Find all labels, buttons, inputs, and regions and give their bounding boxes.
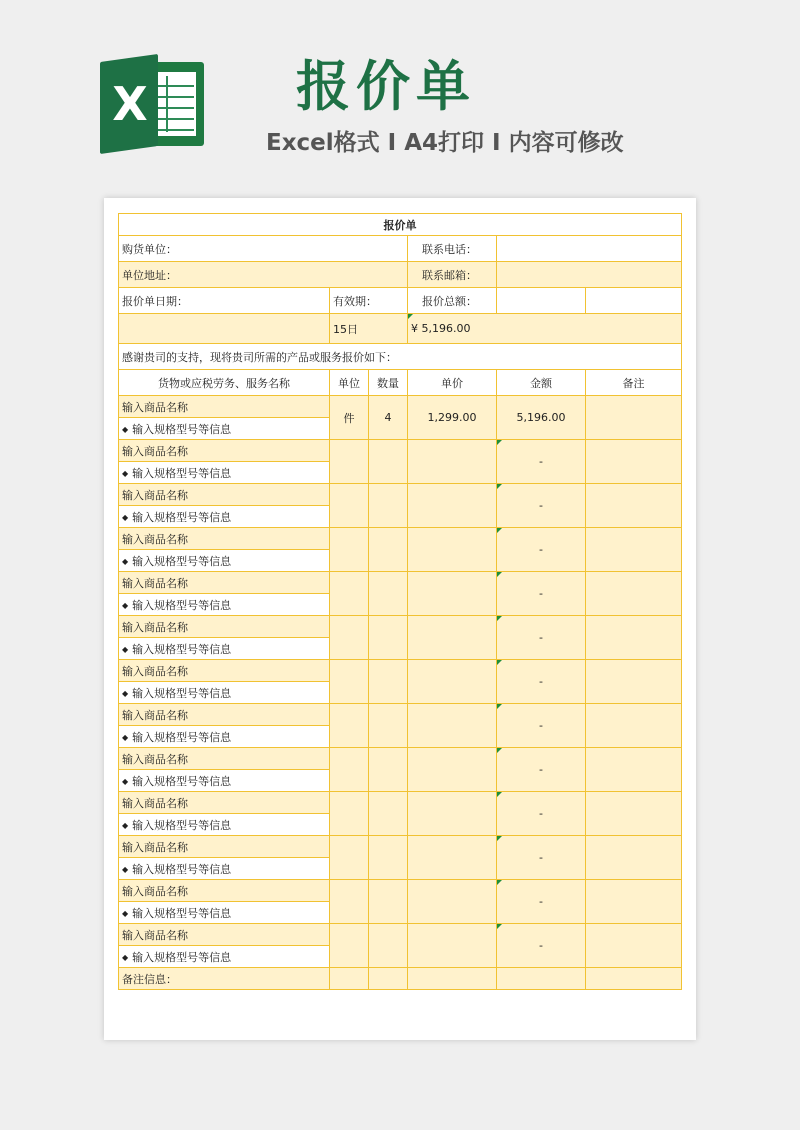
item-spec-text: 输入规格型号等信息 [132, 686, 232, 700]
item-price[interactable] [408, 748, 497, 792]
item-price[interactable] [408, 572, 497, 616]
item-amount[interactable]: - [497, 528, 586, 572]
item-spec[interactable] [119, 858, 330, 880]
total-extra-cell-2[interactable] [586, 288, 682, 314]
item-name[interactable]: 输入商品名称 [119, 616, 330, 638]
item-amount[interactable]: - [497, 704, 586, 748]
item-spec[interactable] [119, 638, 330, 660]
item-spec[interactable] [119, 726, 330, 748]
item-price[interactable] [408, 704, 497, 748]
item-remark[interactable] [586, 616, 682, 660]
item-qty[interactable]: 4 [369, 396, 408, 440]
item-spec[interactable] [119, 770, 330, 792]
item-name[interactable]: 输入商品名称 [119, 396, 330, 418]
item-spec[interactable] [119, 462, 330, 484]
item-price[interactable]: 1,299.00 [408, 396, 497, 440]
item-name[interactable]: 输入商品名称 [119, 880, 330, 902]
item-unit[interactable] [330, 748, 369, 792]
total-value[interactable]: ¥ 5,196.00 [408, 314, 682, 344]
header-qty: 数量 [369, 370, 408, 396]
item-spec-text: 输入规格型号等信息 [132, 422, 232, 436]
buyer-label: 购货单位： [122, 242, 177, 256]
phone-input[interactable] [497, 236, 682, 262]
item-price[interactable] [408, 484, 497, 528]
diamond-bullet-icon: ◆ [122, 776, 129, 786]
item-remark[interactable] [586, 704, 682, 748]
address-field[interactable] [119, 262, 408, 288]
item-name[interactable]: 输入商品名称 [119, 748, 330, 770]
diamond-bullet-icon: ◆ [122, 864, 129, 874]
item-spec[interactable] [119, 946, 330, 968]
item-unit[interactable] [330, 572, 369, 616]
email-label: 联系邮箱： [408, 262, 497, 288]
item-unit[interactable] [330, 616, 369, 660]
item-spec-text: 输入规格型号等信息 [132, 466, 232, 480]
item-name[interactable]: 输入商品名称 [119, 924, 330, 946]
notes-cell[interactable] [586, 968, 682, 990]
excel-logo-icon [100, 58, 205, 150]
diamond-bullet-icon: ◆ [122, 468, 129, 478]
item-spec-text: 输入规格型号等信息 [132, 598, 232, 612]
quote-sheet [104, 198, 696, 1040]
item-remark[interactable] [586, 880, 682, 924]
header-amount: 金额 [497, 370, 586, 396]
table-row [119, 836, 682, 858]
item-remark[interactable] [586, 836, 682, 880]
item-name[interactable]: 输入商品名称 [119, 528, 330, 550]
diamond-bullet-icon: ◆ [122, 644, 129, 654]
table-row [119, 880, 682, 902]
date-label: 报价单日期： [119, 288, 330, 314]
notes-cell[interactable] [369, 968, 408, 990]
table-row [119, 616, 682, 638]
banner-title: 报价单 [296, 55, 476, 118]
total-extra-cell[interactable] [497, 288, 586, 314]
diamond-bullet-icon: ◆ [122, 512, 129, 522]
item-unit[interactable] [330, 924, 369, 968]
item-amount[interactable]: - [497, 792, 586, 836]
item-price[interactable] [408, 616, 497, 660]
item-spec[interactable] [119, 814, 330, 836]
item-unit[interactable] [330, 528, 369, 572]
item-amount[interactable]: - [497, 880, 586, 924]
item-name[interactable]: 输入商品名称 [119, 484, 330, 506]
item-remark[interactable] [586, 792, 682, 836]
diamond-bullet-icon: ◆ [122, 556, 129, 566]
item-qty[interactable] [369, 924, 408, 968]
table-row [119, 528, 682, 550]
item-qty[interactable] [369, 528, 408, 572]
item-spec-text: 输入规格型号等信息 [132, 510, 232, 524]
item-spec[interactable] [119, 550, 330, 572]
item-spec-text: 输入规格型号等信息 [132, 774, 232, 788]
item-spec-text: 输入规格型号等信息 [132, 730, 232, 744]
valid-value[interactable]: 15日 [330, 314, 408, 344]
item-remark[interactable] [586, 440, 682, 484]
item-spec[interactable] [119, 506, 330, 528]
item-qty[interactable] [369, 748, 408, 792]
item-amount[interactable]: - [497, 836, 586, 880]
item-spec-text: 输入规格型号等信息 [132, 906, 232, 920]
item-spec[interactable] [119, 418, 330, 440]
email-input[interactable] [497, 262, 682, 288]
item-unit[interactable] [330, 484, 369, 528]
diamond-bullet-icon: ◆ [122, 820, 129, 830]
item-qty[interactable] [369, 484, 408, 528]
header-name: 货物或应税劳务、服务名称 [119, 370, 330, 396]
item-amount[interactable]: - [497, 924, 586, 968]
buyer-field[interactable] [119, 236, 408, 262]
table-row [119, 440, 682, 462]
date-input[interactable] [119, 314, 330, 344]
item-spec[interactable] [119, 682, 330, 704]
diamond-bullet-icon: ◆ [122, 424, 129, 434]
form-title: 报价单 [119, 214, 682, 236]
item-qty[interactable] [369, 704, 408, 748]
item-amount[interactable]: - [497, 572, 586, 616]
banner-subtitle: Excel格式 I A4打印 I 内容可修改 [266, 130, 624, 156]
logo-letter: X [112, 77, 148, 131]
total-label: 报价总额： [408, 288, 497, 314]
table-row [119, 660, 682, 682]
item-unit[interactable]: 件 [330, 396, 369, 440]
item-remark[interactable] [586, 396, 682, 440]
item-name[interactable]: 输入商品名称 [119, 660, 330, 682]
item-remark[interactable] [586, 660, 682, 704]
item-spec[interactable] [119, 902, 330, 924]
item-qty[interactable] [369, 616, 408, 660]
header-remark: 备注 [586, 370, 682, 396]
item-spec-text: 输入规格型号等信息 [132, 642, 232, 656]
item-price[interactable] [408, 660, 497, 704]
notes-label: 备注信息： [119, 968, 330, 990]
item-remark[interactable] [586, 528, 682, 572]
item-amount[interactable]: - [497, 660, 586, 704]
valid-label: 有效期： [330, 288, 408, 314]
item-qty[interactable] [369, 660, 408, 704]
table-row [119, 924, 682, 946]
intro-text: 感谢贵司的支持，现将贵司所需的产品或服务报价如下： [119, 344, 682, 370]
item-unit[interactable] [330, 704, 369, 748]
item-remark[interactable] [586, 748, 682, 792]
table-row [119, 792, 682, 814]
item-spec-text: 输入规格型号等信息 [132, 862, 232, 876]
item-price[interactable] [408, 880, 497, 924]
item-qty[interactable] [369, 440, 408, 484]
quote-table [118, 213, 682, 990]
phone-label: 联系电话： [408, 236, 497, 262]
item-spec-text: 输入规格型号等信息 [132, 554, 232, 568]
item-price[interactable] [408, 528, 497, 572]
diamond-bullet-icon: ◆ [122, 732, 129, 742]
item-name[interactable]: 输入商品名称 [119, 440, 330, 462]
item-spec[interactable] [119, 594, 330, 616]
item-unit[interactable] [330, 660, 369, 704]
table-row [119, 396, 682, 418]
item-qty[interactable] [369, 792, 408, 836]
notes-row [119, 968, 682, 990]
table-row [119, 572, 682, 594]
item-unit[interactable] [330, 880, 369, 924]
diamond-bullet-icon: ◆ [122, 600, 129, 610]
item-spec-text: 输入规格型号等信息 [132, 818, 232, 832]
table-row [119, 484, 682, 506]
item-amount[interactable]: - [497, 616, 586, 660]
item-unit[interactable] [330, 836, 369, 880]
item-qty[interactable] [369, 836, 408, 880]
diamond-bullet-icon: ◆ [122, 952, 129, 962]
item-amount[interactable]: - [497, 748, 586, 792]
item-amount[interactable]: - [497, 440, 586, 484]
item-qty[interactable] [369, 880, 408, 924]
item-spec-text: 输入规格型号等信息 [132, 950, 232, 964]
notes-cell[interactable] [497, 968, 586, 990]
item-price[interactable] [408, 924, 497, 968]
header-unit: 单位 [330, 370, 369, 396]
item-name[interactable]: 输入商品名称 [119, 704, 330, 726]
notes-cell[interactable] [408, 968, 497, 990]
diamond-bullet-icon: ◆ [122, 688, 129, 698]
table-row [119, 704, 682, 726]
item-price[interactable] [408, 440, 497, 484]
item-remark[interactable] [586, 924, 682, 968]
item-name[interactable]: 输入商品名称 [119, 572, 330, 594]
address-label: 单位地址： [122, 268, 177, 282]
diamond-bullet-icon: ◆ [122, 908, 129, 918]
item-amount[interactable]: - [497, 484, 586, 528]
item-remark[interactable] [586, 572, 682, 616]
item-price[interactable] [408, 792, 497, 836]
notes-cell[interactable] [330, 968, 369, 990]
item-unit[interactable] [330, 792, 369, 836]
table-row [119, 748, 682, 770]
item-qty[interactable] [369, 572, 408, 616]
item-name[interactable]: 输入商品名称 [119, 792, 330, 814]
item-unit[interactable] [330, 440, 369, 484]
item-amount[interactable]: 5,196.00 [497, 396, 586, 440]
item-remark[interactable] [586, 484, 682, 528]
header-price: 单价 [408, 370, 497, 396]
item-price[interactable] [408, 836, 497, 880]
item-name[interactable]: 输入商品名称 [119, 836, 330, 858]
